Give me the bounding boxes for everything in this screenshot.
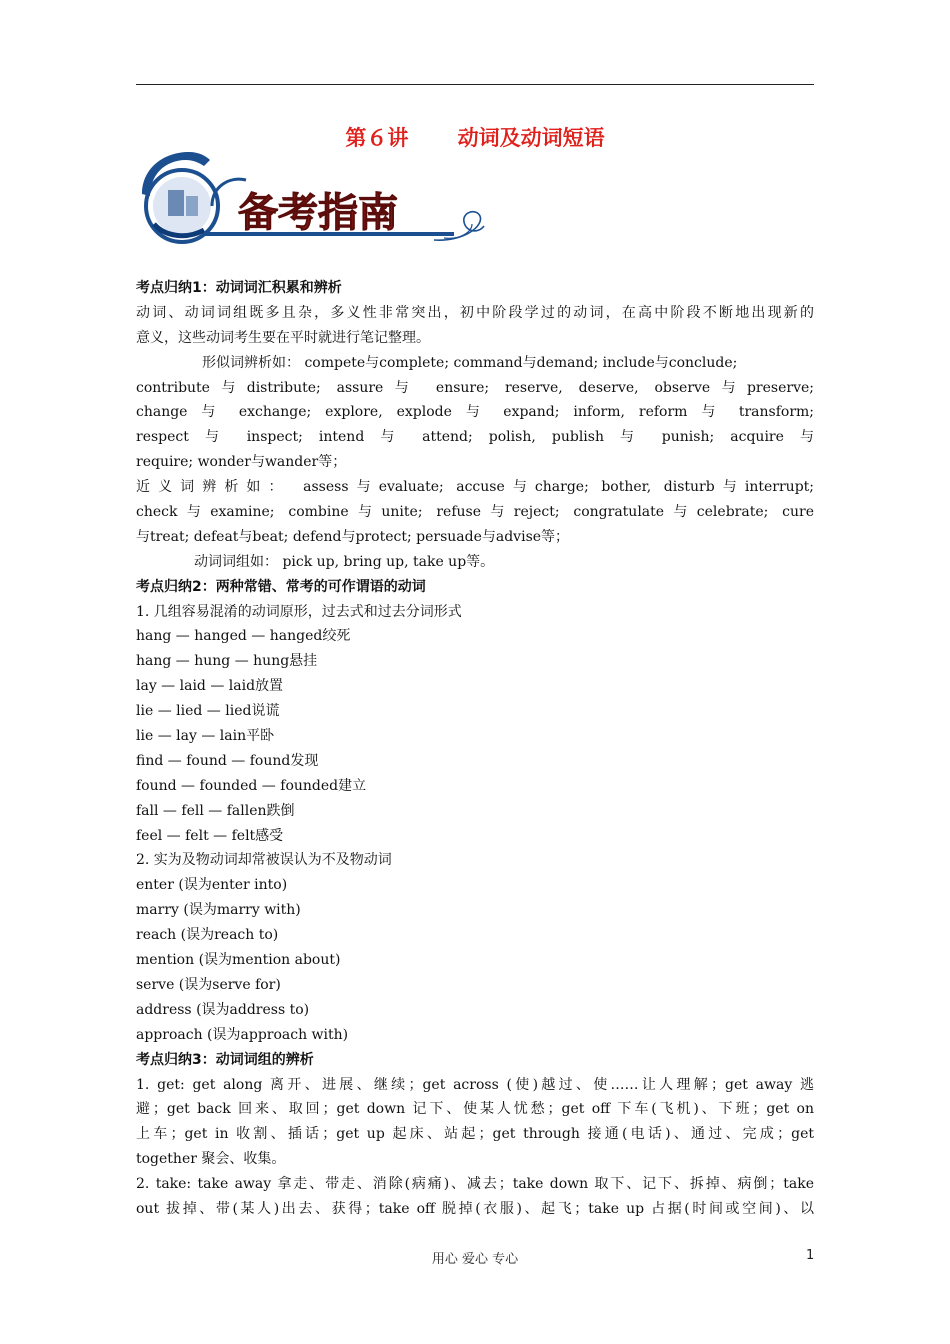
text-line: 1. 几组容易混淆的动词原形，过去式和过去分词形式 — [136, 603, 462, 620]
header-rule — [136, 84, 814, 85]
text-line: together 聚会、收集。 — [136, 1151, 286, 1168]
text-line: 与treat; defeat与beat; defend与protect; persuade与advise等； — [136, 528, 570, 545]
text-line: 近义词辨析如： assess与evaluate; accuse与charge; bother, disturb与interrupt; — [136, 479, 814, 496]
text-line: 2. 实为及物动词却常被误认为不及物动词 — [136, 852, 392, 869]
text-line: 避；get back 回来、取回；get down 记下、使某人忧愁；get off 下车(飞机)、下班；get on — [136, 1101, 814, 1118]
globe-icon — [142, 152, 218, 242]
text-line: fall — fell — fallen跌倒 — [136, 802, 295, 819]
text-line: 动词词组如： pick up, bring up, take up等。 — [194, 553, 495, 570]
text-line: hang — hung — hung悬挂 — [136, 653, 318, 670]
text-line: hang — hanged — hanged绞死 — [136, 628, 351, 645]
text-line: respect 与 inspect; intend 与 attend; polish, publish 与 punish; acquire 与 — [136, 429, 814, 446]
page-number: 1 — [806, 1248, 815, 1263]
section-heading: 考点归纳2：两种常错、常考的可作谓语的动词 — [136, 578, 426, 595]
text-line: check与examine; combine与unite; refuse与reject; congratulate与celebrate; cure — [136, 504, 814, 521]
text-line: approach (误为approach with) — [136, 1026, 349, 1043]
text-line: address (误为address to) — [136, 1001, 310, 1018]
document-body — [136, 276, 814, 1222]
text-line: 上车；get in 收割、插话；get up 起床、站起；get through 接通(电话)、通过、完成；get — [136, 1126, 814, 1143]
text-line: mention (误为mention about) — [136, 952, 341, 969]
text-line: 形似词辨析如： compete与complete; command与demand; include与conclude; — [202, 354, 738, 371]
text-line: 1. get: get along 离开、进展、继续；get across (使)越过、使……让人理解；get away 逃 — [136, 1076, 814, 1093]
text-line: found — founded — founded建立 — [136, 777, 367, 794]
text-line: feel — felt — felt感受 — [136, 827, 284, 844]
page-footer: 用心 爱心 专心 — [431, 1252, 519, 1267]
text-line: require; wonder与wander等； — [136, 454, 347, 471]
page-title: 第６讲 动词及动词短语 — [345, 126, 605, 150]
text-line: reach (误为reach to) — [136, 927, 279, 944]
section-heading: 考点归纳1：动词词汇积累和辨析 — [136, 280, 342, 296]
text-line: lay — laid — laid放置 — [136, 678, 284, 695]
text-line: enter (误为enter into) — [136, 877, 288, 894]
section-heading: 考点归纳3：动词词组的辨析 — [136, 1051, 314, 1068]
banner-text: 备考指南 — [238, 190, 398, 236]
text-line: lie — lied — lied说谎 — [136, 703, 280, 720]
text-line: change 与 exchange; explore, explode 与 expand; inform, reform 与 transform; — [136, 404, 814, 421]
text-line: marry (误为marry with) — [136, 902, 301, 919]
text-line: find — found — found发现 — [136, 752, 319, 769]
text-line: lie — lay — lain平卧 — [136, 728, 275, 745]
text-line: out 拔掉、带(某人)出去、获得；take off 脱掉(衣服)、起飞；take up 占据(时间或空间)、以 — [136, 1200, 814, 1217]
text-line: 2. take: take away 拿走、带走、消除(病痛)、减去；take down 取下、记下、拆掉、病倒；take — [136, 1176, 814, 1193]
text-line: contribute与distribute; assure与 ensure; reserve, deserve, observe与preserve; — [136, 379, 814, 396]
banner-logo — [134, 146, 494, 246]
text-line: 意义，这些动词考生要在平时就进行笔记整理。 — [136, 329, 430, 346]
text-line: serve (误为serve for) — [136, 976, 281, 993]
text-line: 动词、动词词组既多且杂，多义性非常突出，初中阶段学过的动词，在高中阶段不断地出现新的 — [136, 304, 814, 321]
